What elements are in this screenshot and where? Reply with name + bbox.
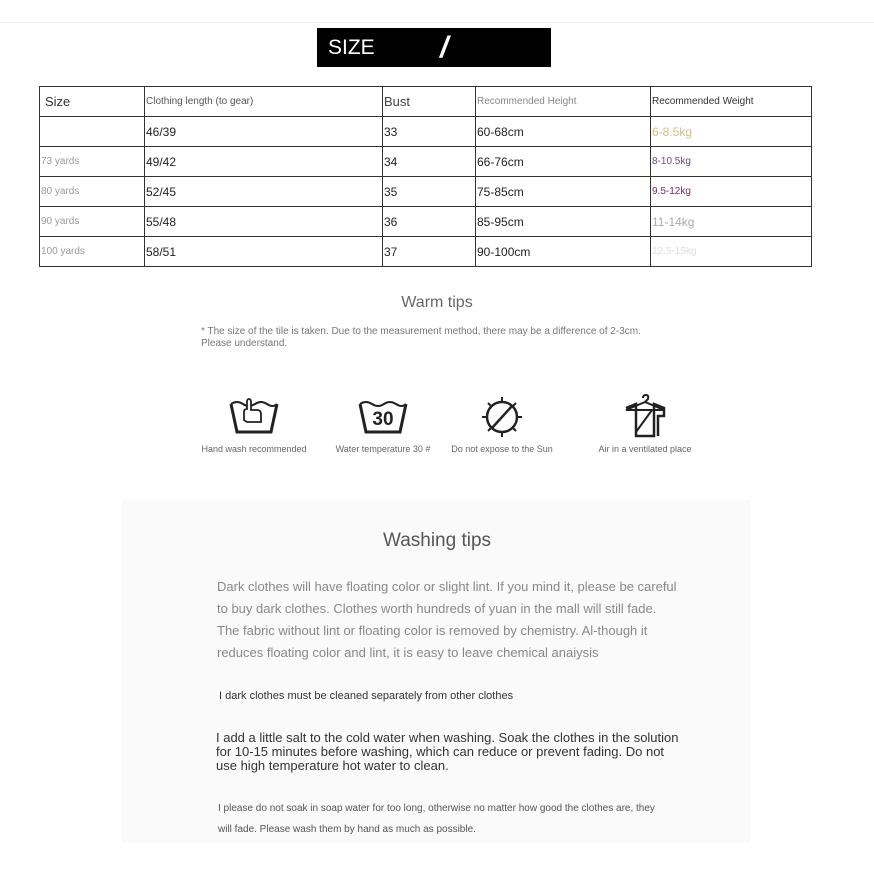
care-water-temperature xyxy=(331,394,435,454)
size-table-header xyxy=(40,87,812,117)
cell-bust: 36 xyxy=(383,207,476,237)
cell-bust: 37 xyxy=(383,237,476,267)
cell-size: 90 yards xyxy=(40,207,145,237)
hand-wash-icon xyxy=(227,394,281,438)
table-row xyxy=(40,147,812,177)
header-height: Recommended Height xyxy=(476,87,651,117)
size-banner-label: SIZE xyxy=(328,36,375,59)
header-weight: Recommended Weight xyxy=(651,87,812,117)
temperature-number: 30 xyxy=(372,409,394,430)
warm-tips-note: * The size of the tile is taken. Due to the measurement method, there may be a difference of 2-3cm. Please understand. xyxy=(201,326,641,349)
washing-tip-soak: I please do not soak in soap water for too long, otherwise no matter how good the clothes are, they will fade. Please wash them by hand as much as possible. xyxy=(218,803,655,835)
cell-length: 46/39 xyxy=(145,117,383,147)
cell-weight: 6-8.5kg xyxy=(651,117,812,147)
washing-tip-dark-clothes: Dark clothes will have floating color or slight lint. If you mind it, please be careful to buy dark clothes. Clothes worth hundreds of yuan in the mall will still fade. The fabric without lint or floating color is removed by chemistry. Al-though it reduces floating color and lint, it is easy to leave chemical anaiysis xyxy=(217,579,677,660)
care-air-dry xyxy=(585,394,705,454)
cell-bust: 33 xyxy=(383,117,476,147)
care-caption: Air in a ventilated place xyxy=(598,444,692,454)
cell-length: 55/48 xyxy=(145,207,383,237)
cell-size xyxy=(40,117,145,147)
cell-height: 75-85cm xyxy=(476,177,651,207)
washing-tips-title: Washing tips xyxy=(382,530,492,551)
table-row xyxy=(40,237,812,267)
header-bust: Bust xyxy=(383,87,476,117)
cell-weight: 12.5-15kg xyxy=(651,237,812,267)
cell-height: 90-100cm xyxy=(476,237,651,267)
table-row xyxy=(40,177,812,207)
care-caption: Hand wash recommended xyxy=(201,444,307,454)
cell-length: 58/51 xyxy=(145,237,383,267)
cell-weight: 11-14kg xyxy=(651,207,812,237)
cell-size: 80 yards xyxy=(40,177,145,207)
cell-height: 60-68cm xyxy=(476,117,651,147)
cell-size: 100 yards xyxy=(40,237,145,267)
cell-bust: 34 xyxy=(383,147,476,177)
cell-size: 73 yards xyxy=(40,147,145,177)
cell-height: 66-76cm xyxy=(476,147,651,177)
size-banner-slash: / xyxy=(440,31,449,64)
no-sun-icon xyxy=(475,394,529,438)
size-table xyxy=(39,86,812,267)
care-caption: Do not expose to the Sun xyxy=(451,444,553,454)
table-row xyxy=(40,117,812,147)
table-row xyxy=(40,207,812,237)
cell-length: 49/42 xyxy=(145,147,383,177)
top-divider xyxy=(0,22,874,23)
header-size: Size xyxy=(40,87,145,117)
care-no-sun xyxy=(446,394,558,454)
header-clothing-length: Clothing length (to gear) xyxy=(145,87,383,117)
washing-tip-salt: I add a little salt to the cold water when washing. Soak the clothes in the solution for 10-15 minutes before washing, which can reduce or prevent fading. Do not use high temperature hot water to clean. xyxy=(216,730,679,773)
care-caption: Water temperature 30 # xyxy=(335,444,431,454)
cell-weight: 8-10.5kg xyxy=(651,147,812,177)
cell-weight: 9.5-12kg xyxy=(651,177,812,207)
size-banner xyxy=(317,28,551,67)
hanger-shirt-icon xyxy=(618,394,672,438)
water-temperature-icon xyxy=(356,394,410,438)
washing-tip-separate: I dark clothes must be cleaned separately from other clothes xyxy=(219,690,514,702)
warm-tips-title: Warm tips xyxy=(401,294,473,311)
care-hand-wash xyxy=(199,394,309,454)
cell-bust: 35 xyxy=(383,177,476,207)
cell-height: 85-95cm xyxy=(476,207,651,237)
cell-length: 52/45 xyxy=(145,177,383,207)
